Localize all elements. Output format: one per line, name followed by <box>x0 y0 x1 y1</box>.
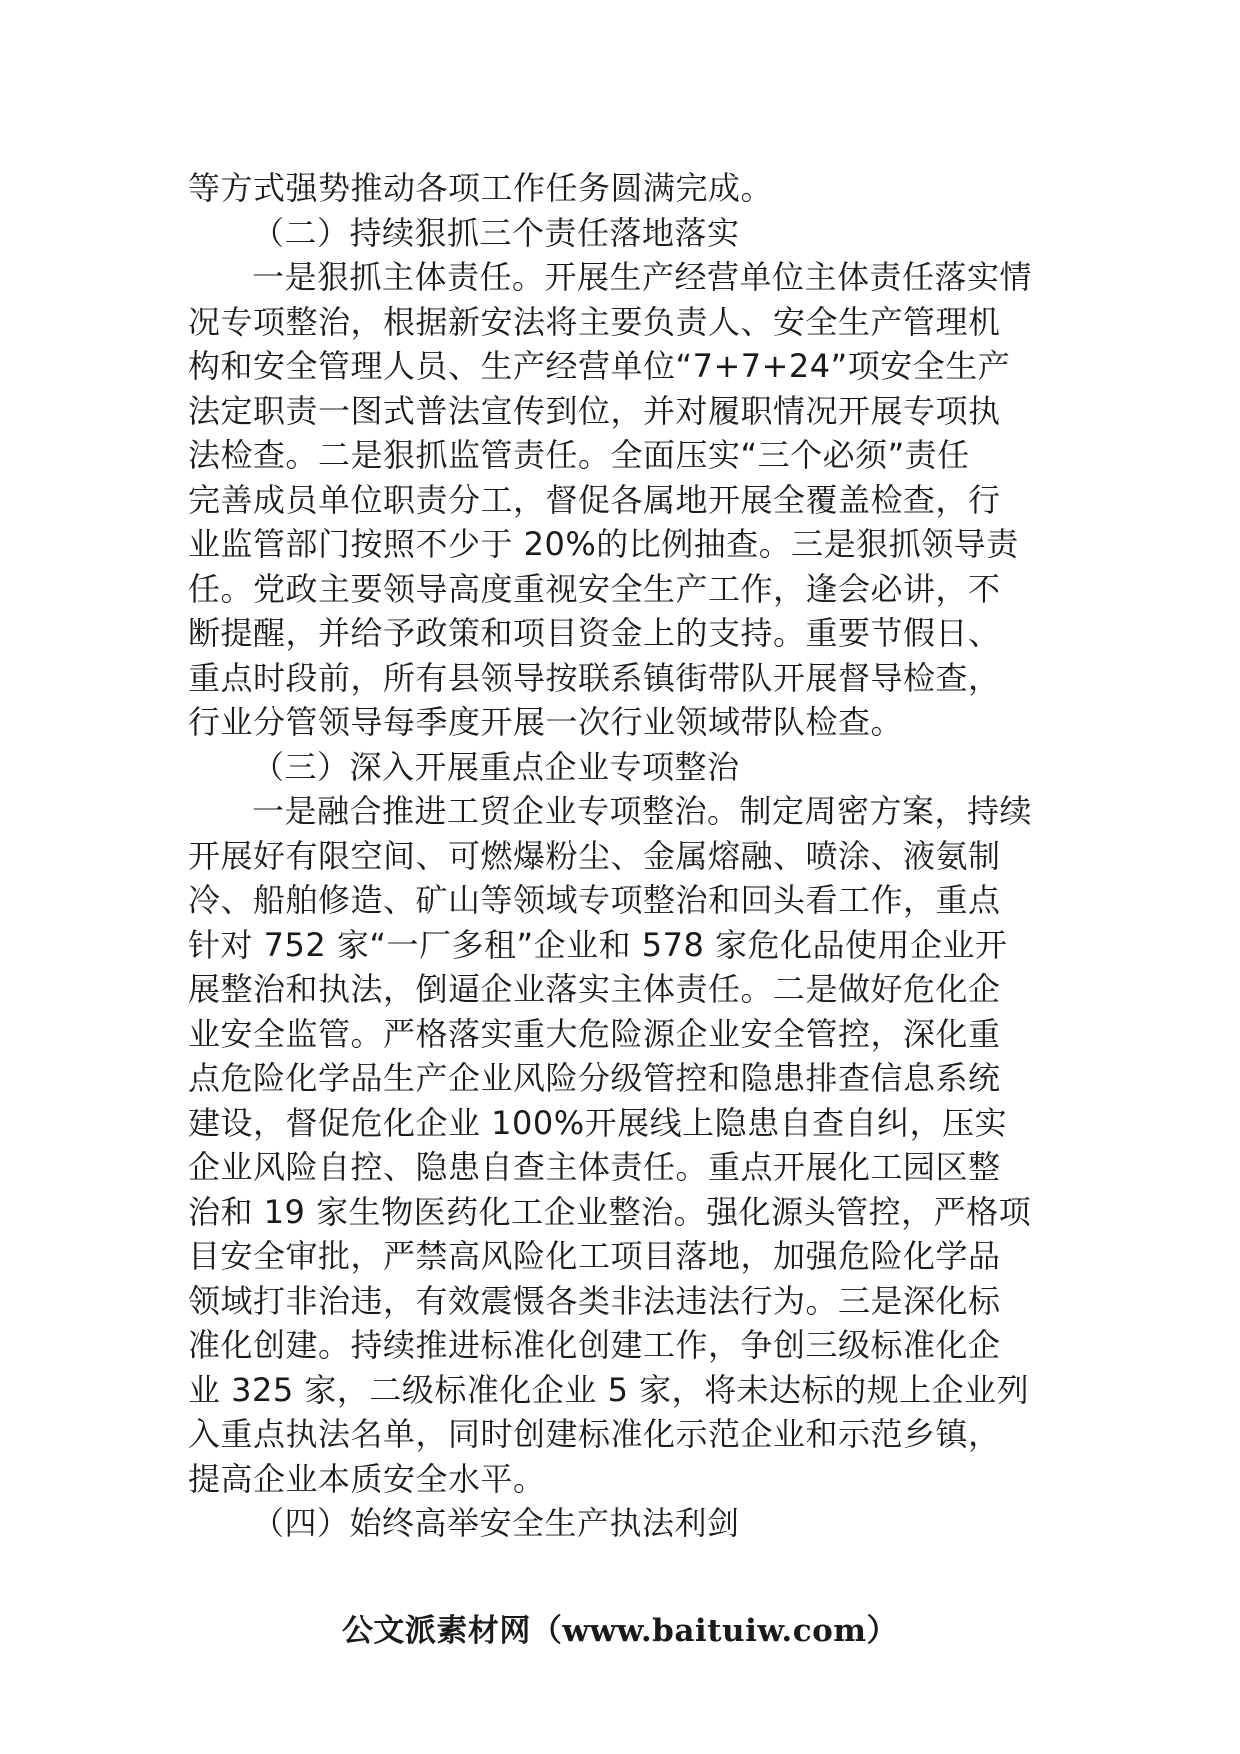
text-line: 业监管部门按照不少于 20%的比例抽查。三是狠抓领导责 <box>188 525 1019 563</box>
document-body <box>188 166 1058 1546</box>
text-line: 法定职责一图式普法宣传到位，并对履职情况开展专项执 <box>188 391 1001 430</box>
text-line: 业 325 家，二级标准化企业 5 家，将未达标的规上企业列 <box>188 1370 1030 1409</box>
text-line: 准化创建。持续推进标准化创建工作，争创三级标准化企 <box>188 1326 1001 1364</box>
text-line: 断提醒，并给予政策和项目资金上的支持。重要节假日、 <box>188 614 1001 652</box>
text-line: 完善成员单位职责分工，督促各属地开展全覆盖检查，行 <box>188 480 1001 519</box>
text-line: （三）深入开展重点企业专项整治 <box>252 747 740 786</box>
text-line: 等方式强势推动各项工作任务圆满完成。 <box>188 169 774 207</box>
text-line: 开展好有限空间、可燃爆粉尘、金属熔融、喷涂、液氨制 <box>188 836 1001 875</box>
text-line: 行业分管领导每季度开展一次行业领域带队检查。 <box>188 703 904 741</box>
text-line: （二）持续狠抓三个责任落地落实 <box>252 213 740 252</box>
text-line: 提高企业本质安全水平。 <box>188 1459 546 1498</box>
text-line: 入重点执法名单，同时创建标准化示范企业和示范乡镇， <box>188 1415 1001 1453</box>
text-line: 领域打非治违，有效震慑各类非法违法行为。三是深化标 <box>188 1281 1001 1320</box>
text-line: 业安全监管。严格落实重大危险源企业安全管控，深化重 <box>188 1014 1001 1053</box>
text-line: 建设，督促危化企业 100%开展线上隐患自查自纠，压实 <box>188 1103 1008 1142</box>
text-line: 况专项整治，根据新安法将主要负责人、安全生产管理机 <box>188 302 1001 341</box>
text-line: 目安全审批，严禁高风险化工项目落地，加强危险化学品 <box>188 1237 1001 1275</box>
text-line: 冷、船舶修造、矿山等领域专项整治和回头看工作，重点 <box>188 881 1001 919</box>
text-line: （四）始终高举安全生产执法利剑 <box>252 1504 740 1542</box>
text-line: 构和安全管理人员、生产经营单位“7+7+24”项安全生产 <box>188 347 1011 385</box>
text-line: 展整治和执法，倒逼企业落实主体责任。二是做好危化企 <box>188 970 1001 1008</box>
text-line: 重点时段前，所有县领导按联系镇街带队开展督导检查， <box>188 658 1001 697</box>
text-line: 任。党政主要领导高度重视安全生产工作，逢会必讲，不 <box>188 569 1001 608</box>
text-line: 企业风险自控、隐患自查主体责任。重点开展化工园区整 <box>188 1148 1001 1186</box>
text-line: 一是融合推进工贸企业专项整治。制定周密方案，持续 <box>252 792 1033 830</box>
text-line: 针对 752 家“一厂多租”企业和 578 家危化品使用企业开 <box>188 925 1008 964</box>
text-line: 点危险化学品生产企业风险分级管控和隐患排查信息系统 <box>188 1059 1001 1097</box>
text-line: 一是狠抓主体责任。开展生产经营单位主体责任落实情 <box>252 258 1033 296</box>
text-line: 法检查。二是狠抓监管责任。全面压实“三个必须”责任 <box>188 436 970 474</box>
footer-watermark: 公文派素材网（www.baituiw.com） <box>341 1613 899 1649</box>
text-line: 治和 19 家生物医药化工企业整治。强化源头管控，严格项 <box>188 1192 1032 1231</box>
